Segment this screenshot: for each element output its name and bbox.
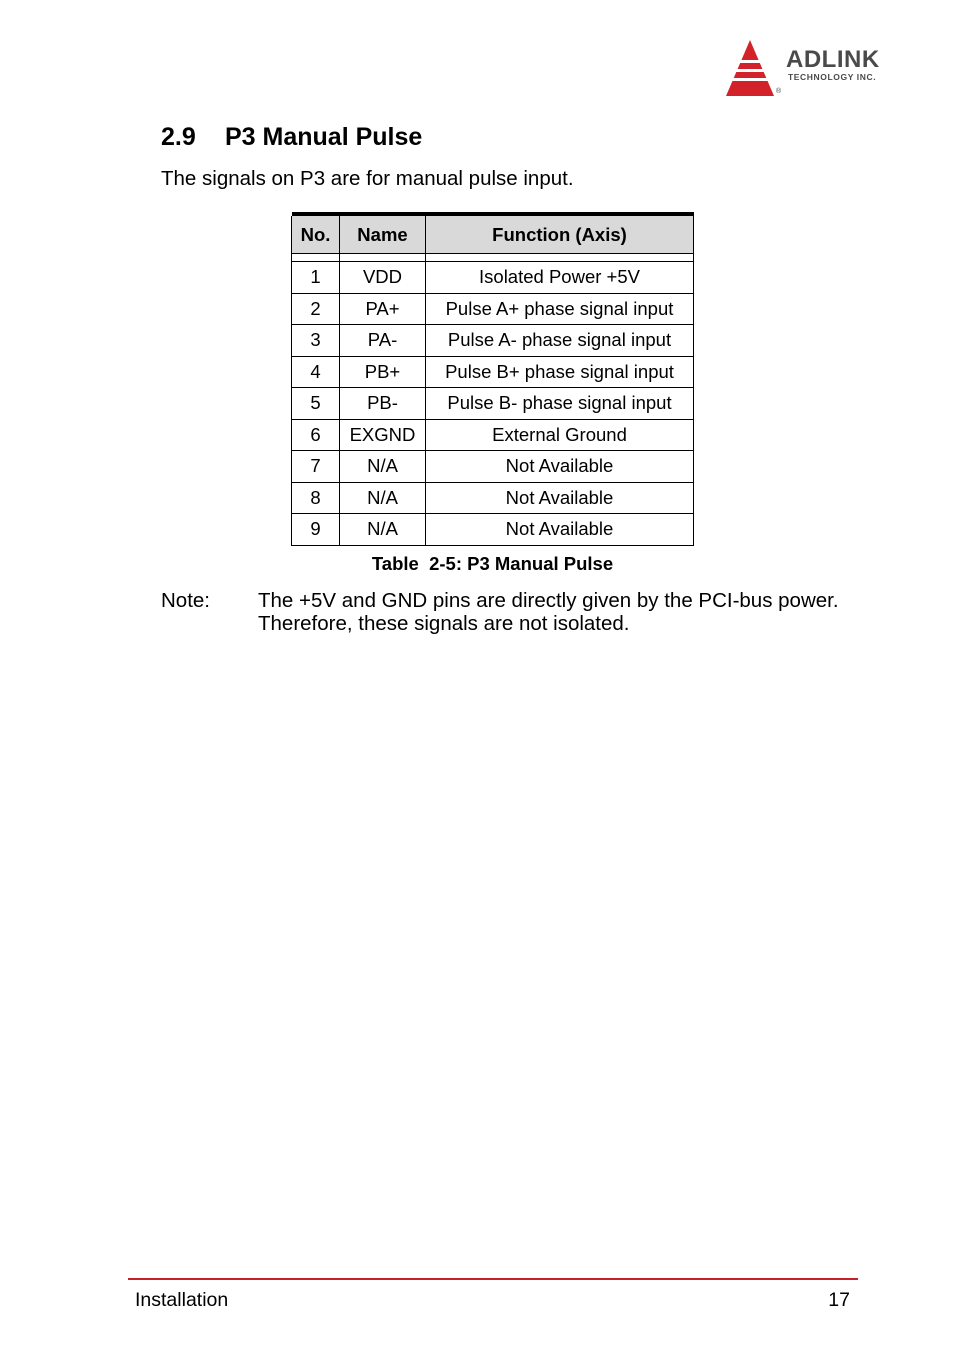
- cell-no: 6: [292, 419, 340, 451]
- section-heading: [161, 122, 422, 152]
- header-name: Name: [340, 216, 426, 254]
- cell-no: 1: [292, 262, 340, 294]
- cell-name: PB+: [340, 356, 426, 388]
- cell-no: 2: [292, 293, 340, 325]
- table-row: [292, 293, 694, 325]
- cell-name: N/A: [340, 482, 426, 514]
- table-row: [292, 356, 694, 388]
- adlink-logo: [722, 38, 912, 100]
- cell-function: Not Available: [426, 451, 694, 483]
- table-row: [292, 514, 694, 546]
- cell-no: 9: [292, 514, 340, 546]
- table-header-row: [292, 216, 694, 254]
- table-row: [292, 419, 694, 451]
- cell-name: EXGND: [340, 419, 426, 451]
- pin-table: [291, 212, 694, 546]
- cell-function: External Ground: [426, 419, 694, 451]
- table-row: [292, 451, 694, 483]
- cell-function: Pulse B+ phase signal input: [426, 356, 694, 388]
- cell-name: VDD: [340, 262, 426, 294]
- logo-wordmark: ADLINK: [786, 46, 880, 73]
- note-text: The +5V and GND pins are directly given by the PCI-bus power. Therefore, these signals are not isolated.: [258, 589, 839, 635]
- cell-name: PA+: [340, 293, 426, 325]
- cell-function: Pulse A- phase signal input: [426, 325, 694, 357]
- footer-chapter: Installation: [135, 1289, 229, 1311]
- header-function: Function (Axis): [426, 216, 694, 254]
- page-number: 17: [828, 1289, 850, 1311]
- logo-subtitle: TECHNOLOGY INC.: [788, 72, 877, 82]
- footer-divider: [128, 1278, 858, 1280]
- cell-function: Not Available: [426, 482, 694, 514]
- cell-no: 4: [292, 356, 340, 388]
- cell-no: 3: [292, 325, 340, 357]
- table-caption: Table 2-5: P3 Manual Pulse: [371, 553, 614, 574]
- logo-triangle-icon: [722, 38, 782, 100]
- table-row: [292, 325, 694, 357]
- cell-function: Pulse B- phase signal input: [426, 388, 694, 420]
- header-spacer: [340, 254, 426, 262]
- cell-name: PB-: [340, 388, 426, 420]
- table-row: [292, 482, 694, 514]
- header-spacer: [426, 254, 694, 262]
- note-label: Note:: [161, 589, 210, 612]
- cell-no: 5: [292, 388, 340, 420]
- cell-no: 7: [292, 451, 340, 483]
- registered-mark: ®: [776, 88, 782, 95]
- header-no: No.: [292, 216, 340, 254]
- cell-function: Not Available: [426, 514, 694, 546]
- cell-no: 8: [292, 482, 340, 514]
- cell-function: Pulse A+ phase signal input: [426, 293, 694, 325]
- table-row: [292, 388, 694, 420]
- section-number: 2.9: [161, 123, 196, 151]
- cell-function: Isolated Power +5V: [426, 262, 694, 294]
- header-spacer: [292, 254, 340, 262]
- cell-name: PA-: [340, 325, 426, 357]
- cell-name: N/A: [340, 514, 426, 546]
- cell-name: N/A: [340, 451, 426, 483]
- intro-paragraph: The signals on P3 are for manual pulse input.: [161, 167, 574, 190]
- table-row: [292, 262, 694, 294]
- section-title: P3 Manual Pulse: [225, 123, 423, 151]
